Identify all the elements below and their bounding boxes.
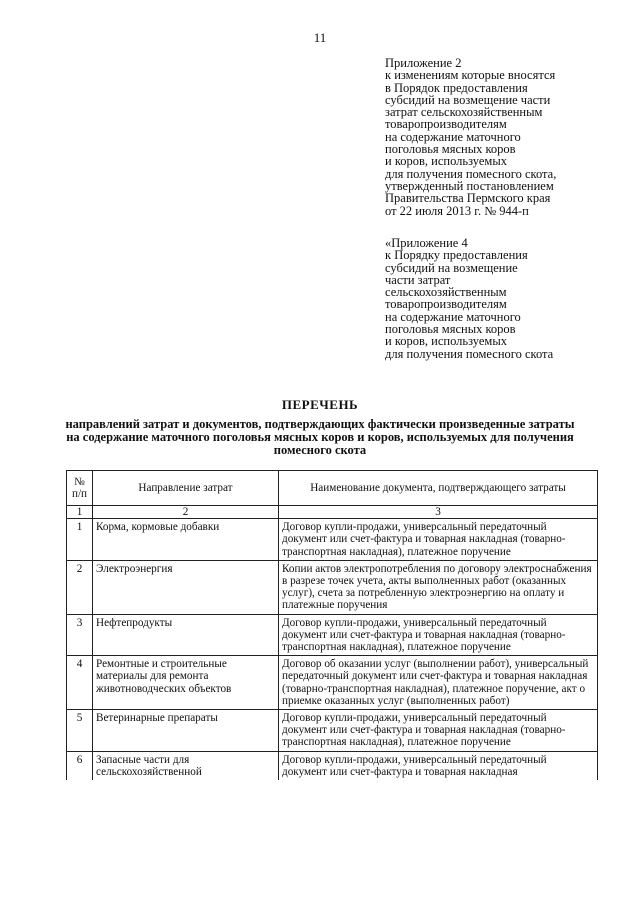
row-number: 2 [67, 560, 93, 614]
annex-4-line: и коров, используемых [385, 334, 507, 349]
header-direction: Направление затрат [93, 471, 279, 506]
table-row [67, 614, 598, 656]
row-document: Договор купли-продажи, универсальный передаточный документ или счет-фактура и товарная накладная (товарно-транспортная накладная), платежное поручение [279, 519, 598, 561]
annex-2-header [385, 57, 620, 217]
row-document: Договор об оказании услуг (выполнении работ), универсальный передаточный документ или счет-фактура и товарная накладная (товарно-транспортная накладная), платежное поручение, акт о приемке оказанных услуг (выполненных работ) [279, 656, 598, 710]
table-row [67, 751, 598, 780]
annex-2-line: поголовья мясных коров [385, 142, 516, 157]
table-row [67, 710, 598, 752]
row-direction: Ветеринарные препараты [93, 710, 279, 752]
annex-4-line: части затрат [385, 272, 451, 287]
annex-2-line: Приложение 2 [385, 56, 462, 70]
row-number: 1 [67, 519, 93, 561]
annex-2-line: в Порядок предоставления [385, 80, 528, 95]
row-number: 5 [67, 710, 93, 752]
document-subtitle: направлений затрат и документов, подтверждающих фактически произведенные затраты на содержание маточного поголовья мясных коров и коров, используемых для получения помесного скота [65, 417, 575, 457]
annex-2-line: и коров, используемых [385, 154, 507, 169]
row-direction: Электроэнергия [93, 560, 279, 614]
annex-4-line: сельскохозяйственным [385, 285, 507, 300]
annex-4-line: поголовья мясных коров [385, 322, 516, 337]
row-document: Договор купли-продажи, универсальный передаточный документ или счет-фактура и товарная накладная (товарно-транспортная накладная), платежное поручение [279, 710, 598, 752]
annex-4-header [385, 237, 620, 360]
annex-4-line: на содержание маточного [385, 309, 521, 324]
annex-2-line: Правительства Пермского края [385, 191, 551, 206]
row-document: Договор купли-продажи, универсальный передаточный документ или счет-фактура и товарная накладная (товарно-транспортная накладная), платежное поручение [279, 614, 598, 656]
annex-4-line: товаропроизводителям [385, 297, 507, 312]
annex-2-line: на содержание маточного [385, 129, 521, 144]
table-row [67, 656, 598, 710]
index-cell: 1 [67, 506, 93, 519]
header-document: Наименование документа, подтверждающего затраты [279, 471, 598, 506]
row-number: 6 [67, 751, 93, 780]
index-cell: 2 [93, 506, 279, 519]
expenses-table [66, 470, 598, 780]
row-number: 3 [67, 614, 93, 656]
document-title: ПЕРЕЧЕНЬ [281, 397, 359, 412]
row-document: Копии актов электропотребления по договору электроснабжения в разрезе точек учета, акты выполненных работ (оказанных услуг), счета за потребленную электроэнергию на оплату и платежные поручения [279, 560, 598, 614]
row-direction: Ремонтные и строительные материалы для ремонта животноводческих объектов [93, 656, 279, 710]
annex-2-line: утвержденный постановлением [385, 178, 554, 193]
annex-4-line: для получения помесного скота [385, 346, 554, 361]
annex-2-line: для получения помесного скота, [385, 166, 557, 181]
row-number: 4 [67, 656, 93, 710]
index-cell: 3 [279, 506, 598, 519]
annex-4-line: субсидий на возмещение [385, 260, 518, 275]
annex-2-line: от 22 июля 2013 г. № 944-п [385, 203, 529, 218]
row-direction: Запасные части для сельскохозяйственной [93, 751, 279, 780]
annex-2-line: к изменениям которые вносятся [385, 68, 556, 83]
annex-2-line: товаропроизводителям [385, 117, 507, 132]
table-index-row [67, 506, 598, 519]
table-row [67, 560, 598, 614]
page-number: 11 [313, 30, 327, 45]
table-row [67, 519, 598, 561]
header-number: № п/п [67, 471, 93, 506]
table-header-row [67, 471, 598, 506]
annex-4-line: «Приложение 4 [385, 236, 468, 250]
row-direction: Нефтепродукты [93, 614, 279, 656]
row-direction: Корма, кормовые добавки [93, 519, 279, 561]
annex-2-line: субсидий на возмещение части [385, 92, 551, 107]
annex-4-line: к Порядку предоставления [385, 248, 528, 263]
annex-2-line: затрат сельскохозяйственным [385, 105, 543, 120]
row-document: Договор купли-продажи, универсальный передаточный документ или счет-фактура и товарная накладная [279, 751, 598, 780]
